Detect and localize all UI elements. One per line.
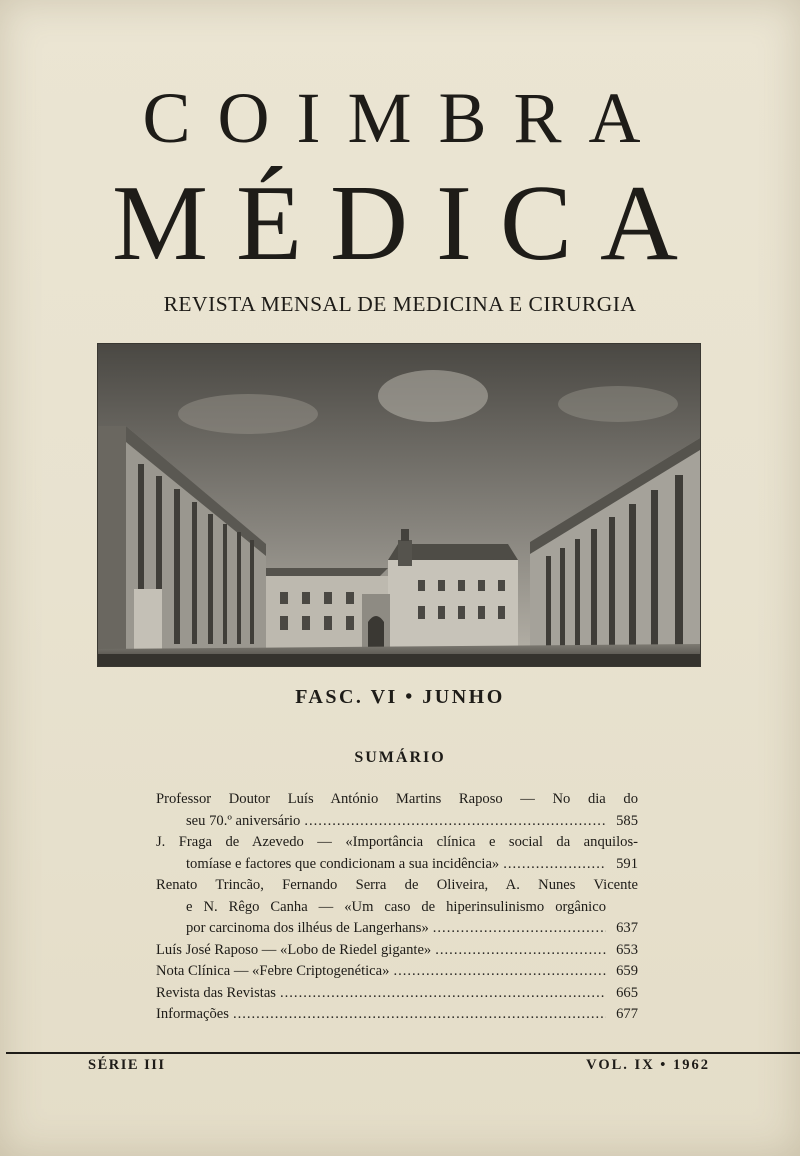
summary-heading: SUMÁRIO (354, 749, 446, 766)
journal-subtitle: REVISTA MENSAL DE MEDICINA E CIRURGIA (163, 292, 637, 316)
footer-rule (6, 1052, 800, 1054)
toc-entry (156, 789, 638, 832)
toc-entry-line: seu 70.º aniversário (186, 812, 301, 829)
journal-title-line1: COIMBRA (142, 78, 668, 158)
table-of-contents (156, 789, 638, 1026)
toc-entry-line: Informações (156, 1006, 229, 1022)
toc-page-number: 637 (616, 920, 638, 936)
toc-entry (156, 983, 638, 1005)
toc-entry (156, 940, 638, 962)
toc-entry-line: por carcinoma dos ilhéus de Langerhans» (186, 920, 429, 936)
toc-entry (156, 1004, 638, 1026)
toc-entry-line: J. Fraga de Azevedo — «Importância clínica e social da anquilos- (156, 834, 638, 850)
toc-entry (156, 961, 638, 983)
toc-entry-line: Professor Doutor Luís António Martins Raposo — No dia do (156, 791, 638, 807)
toc-leader-dots (280, 983, 606, 1005)
issue-fascicle: FASC. VI • JUNHO (295, 686, 505, 708)
toc-page-number: 665 (616, 984, 638, 1001)
toc-leader-dots (433, 918, 606, 940)
toc-entry (156, 832, 638, 875)
university-courtyard-engraving (97, 343, 701, 667)
toc-entry-line: Nota Clínica — «Febre Criptogenética» (156, 963, 390, 979)
toc-leader-dots (233, 1004, 606, 1026)
toc-leader-dots (503, 854, 606, 876)
toc-entry-line: Renato Trincão, Fernando Serra de Oliveira, A. Nunes Vicente (156, 877, 638, 893)
toc-leader-dots (304, 811, 606, 833)
toc-page-number: 591 (616, 855, 638, 872)
toc-page-number: 677 (616, 1006, 638, 1022)
journal-title-line2: MÉDICA (112, 164, 706, 283)
toc-entry-line: Revista das Revistas (156, 984, 276, 1001)
toc-page-number: 585 (616, 812, 638, 829)
toc-entry-line: e N. Rêgo Canha — «Um caso de hiperinsulinismo orgânico (186, 898, 606, 915)
toc-leader-dots (435, 940, 606, 962)
series-label: SÉRIE III (88, 1057, 166, 1073)
toc-entry (156, 875, 638, 940)
toc-page-number: 659 (616, 963, 638, 979)
toc-entry-line: Luís José Raposo — «Lobo de Riedel gigante» (156, 941, 432, 958)
toc-leader-dots (393, 961, 606, 983)
toc-entry-line: tomíase e factores que condicionam a sua incidência» (186, 855, 500, 872)
volume-year-label: VOL. IX • 1962 (586, 1057, 710, 1073)
toc-page-number: 653 (616, 941, 638, 958)
